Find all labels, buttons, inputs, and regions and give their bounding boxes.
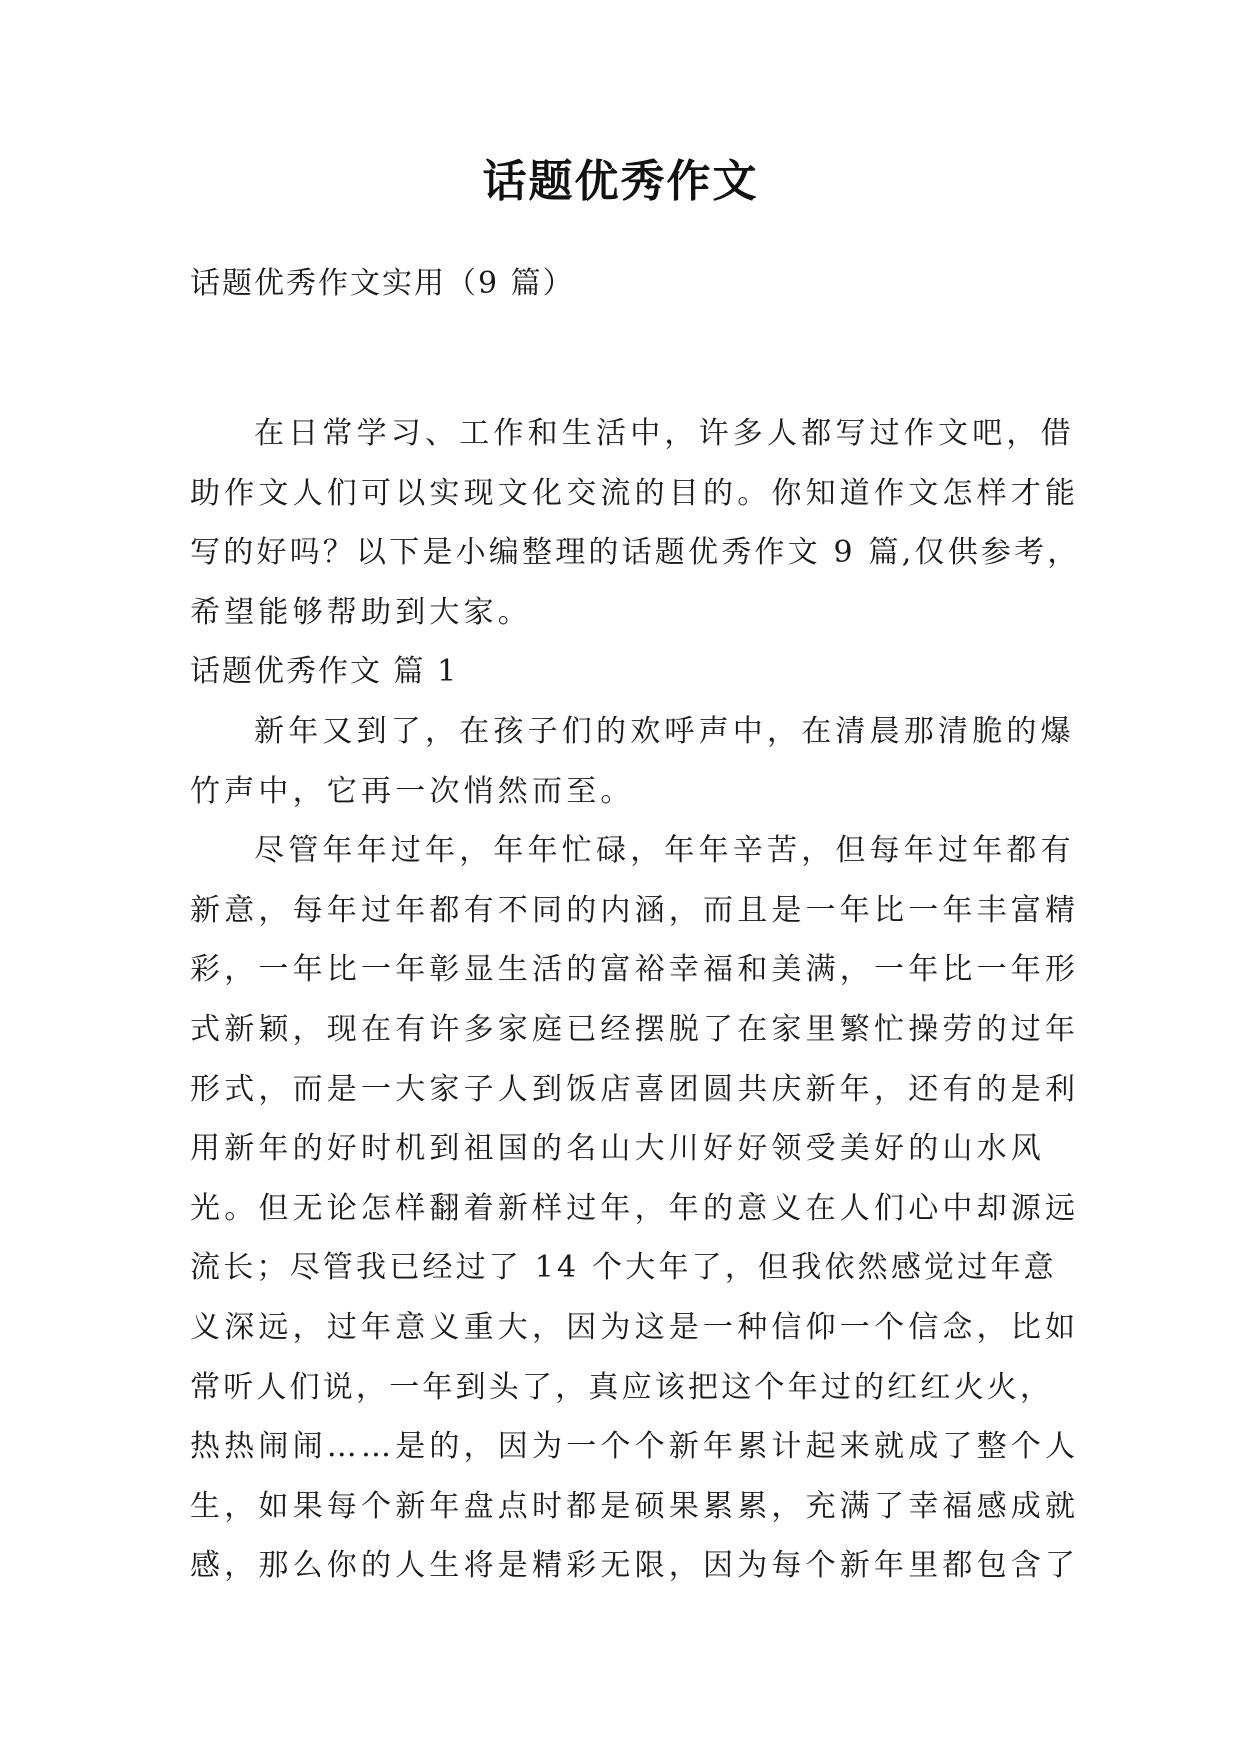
section-heading: 话题优秀作文 篇 1 bbox=[190, 654, 459, 690]
document-subtitle: 话题优秀作文实用（9 篇） bbox=[190, 266, 575, 301]
paragraph-line: 竹声中，它再一次悄然而至。 bbox=[190, 773, 635, 809]
paragraph-line: 尽管年年过年，年年忙碌，年年辛苦，但每年过年都有 bbox=[254, 833, 1075, 869]
document-title: 话题优秀作文 bbox=[482, 156, 759, 207]
paragraph-line: 希望能够帮助到大家。 bbox=[190, 594, 532, 630]
paragraph-line: 感，那么你的人生将是精彩无限，因为每个新年里都包含了 bbox=[190, 1548, 1080, 1584]
paragraph-line: 助作文人们可以实现文化交流的目的。你知道作文怎样才能 bbox=[190, 475, 1080, 511]
paragraph-line: 新意，每年过年都有不同的内涵，而且是一年比一年丰富精 bbox=[190, 892, 1080, 928]
paragraph-line: 义深远，过年意义重大，因为这是一种信仰一个信念，比如 bbox=[190, 1309, 1080, 1345]
paragraph-line: 彩，一年比一年彰显生活的富裕幸福和美满，一年比一年形 bbox=[190, 952, 1080, 988]
paragraph-line: 形式，而是一大家子人到饭店喜团圆共庆新年，还有的是利 bbox=[190, 1071, 1080, 1107]
paragraph-line: 流长；尽管我已经过了 14 个大年了，但我依然感觉过年意 bbox=[190, 1250, 1057, 1286]
paragraph-line: 光。但无论怎样翻着新样过年，年的意义在人们心中却源远 bbox=[190, 1190, 1080, 1226]
paragraph-line: 生，如果每个新年盘点时都是硕果累累，充满了幸福感成就 bbox=[190, 1488, 1080, 1524]
document-body bbox=[190, 404, 1081, 1596]
paragraph-line: 在日常学习、工作和生活中，许多人都写过作文吧，借 bbox=[254, 416, 1075, 451]
paragraph-line: 用新年的好时机到祖国的名山大川好好领受美好的山水风 bbox=[190, 1131, 1045, 1167]
paragraph-line: 热热闹闹……是的，因为一个个新年累计起来就成了整个人 bbox=[190, 1429, 1080, 1465]
paragraph-line: 式新颖，现在有许多家庭已经摆脱了在家里繁忙操劳的过年 bbox=[190, 1011, 1080, 1047]
paragraph-line: 常听人们说，一年到头了，真应该把这个年过的红红火火， bbox=[190, 1369, 1054, 1405]
paragraph-line: 新年又到了，在孩子们的欢呼声中，在清晨那清脆的爆 bbox=[254, 713, 1075, 749]
paragraph-line: 写的好吗？以下是小编整理的话题优秀作文 9 篇,仅供参考， bbox=[190, 535, 1081, 571]
